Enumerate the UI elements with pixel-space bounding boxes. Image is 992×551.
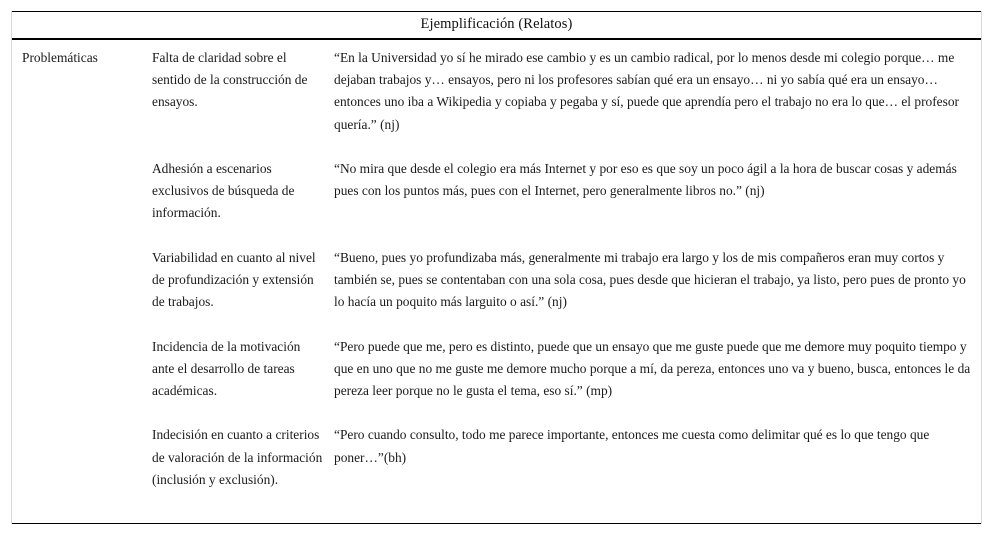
problem-item: Variabilidad en cuanto al nivel de profundización y extensión de trabajos. (152, 249, 316, 310)
quote-item: “No mira que desde el colegio era más Internet y por eso es que soy un poco ágil a la hora de buscar cosas y además pues con los puntos más, pues con el Internet, pero generalmente libros no.” (nj) (334, 161, 957, 199)
data-table (11, 11, 982, 524)
problem-item: Falta de claridad sobre el sentido de la construcción de ensayos. (152, 50, 308, 110)
table-header-title: Ejemplificación (Relatos) (420, 16, 573, 33)
table-body (12, 40, 981, 523)
problem-item: Indecisión en cuanto a criterios de valoración de la información (inclusión y exclusión). (152, 427, 323, 487)
table-bottom-rule (12, 523, 981, 524)
column-quotes (324, 47, 981, 513)
quote-item: “Pero cuando consulto, todo me parece importante, entonces me cuesta como delimitar qué es lo que tengo que poner…”(bh) (334, 427, 930, 465)
problem-item: Incidencia de la motivación ante el desarrollo de tareas académicas. (152, 338, 301, 398)
quote-item: “Pero puede que me, pero es distinto, puede que un ensayo que me guste puede que me demore muy poquito tiempo y que en uno que no me guste me demore mucho porque a mí, da pereza, entonces uno va y bueno, busca, entonces le da pereza leer porque no le gusta el tema, eso sí.” (mp) (334, 338, 971, 398)
problem-item: Adhesión a escenarios exclusivos de búsqueda de información. (152, 161, 295, 221)
column-problems (152, 47, 324, 513)
quote-item: “En la Universidad yo sí he mirado ese cambio y es un cambio radical, por lo menos desde mi colegio porque… me dejaban trabajos y… ensayos, pero ni los profesores sabían qué era un ensayo… ni yo sabía qué era un ensayo… entonces uno iba a Wikipedia y copiaba y pegaba y sí, puede que aprendía pero el trabajo no era lo que… el profesor quería.” (nj) (334, 50, 959, 132)
table-header-row (12, 12, 981, 38)
quote-item: “Bueno, pues yo profundizaba más, generalmente mi trabajo era largo y los de mis compañeros eran muy cortos y también se, pues se contentaban con una sola cosa, pues desde que hicieran el trabajo, ya listo, pero pues de pronto yo lo hacía un poquito más larguito o así.” (nj) (334, 249, 966, 310)
column-category (12, 47, 152, 69)
category-label: Problemáticas (22, 50, 98, 65)
